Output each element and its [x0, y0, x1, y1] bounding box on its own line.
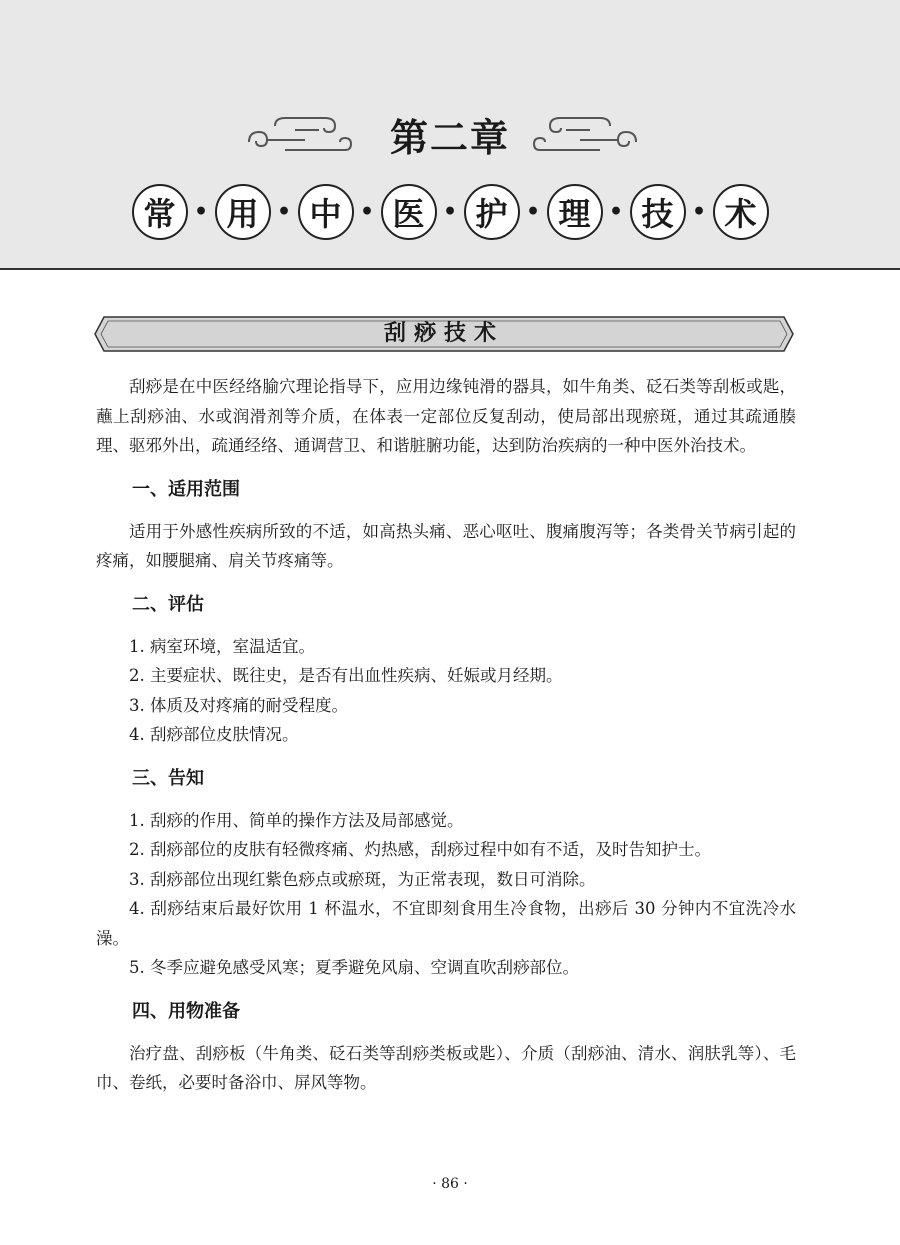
subtitle-separator-dot: • — [691, 199, 707, 225]
subtitle-separator-dot: • — [442, 199, 458, 225]
chapter-title-row — [0, 110, 900, 166]
subtitle-separator-dot: • — [276, 199, 292, 225]
section-paragraph: 治疗盘、刮痧板（牛角类、砭石类等刮痧类板或匙）、介质（刮痧油、清水、润肤乳等）、毛巾、卷纸，必要时备浴巾、屏风等物。 — [96, 1043, 796, 1092]
subtitle-char: 技 — [630, 184, 686, 240]
subtitle-separator-dot: • — [525, 199, 541, 225]
section-banner — [94, 316, 794, 352]
section-heading: 四、用物准备 — [132, 1000, 240, 1022]
subtitle-char: 理 — [547, 184, 603, 240]
section-heading: 二、评估 — [132, 593, 204, 615]
list-item: 3. 体质及对疼痛的耐受程度。 — [129, 695, 348, 715]
subtitle-char: 常 — [132, 184, 188, 240]
list-item: 2. 主要症状、既往史，是否有出血性疾病、妊娠或月经期。 — [129, 666, 563, 685]
subtitle-char: 术 — [713, 184, 769, 240]
list-item: 4. 刮痧结束后最好饮用 1 杯温水，不宜即刻食用生冷食物，出痧后 30 分钟内不宜洗冷水澡。 — [96, 899, 796, 948]
list-item: 2. 刮痧部位的皮肤有轻微疼痛、灼热感，刮痧过程中如有不适，及时告知护士。 — [129, 840, 711, 859]
list-item: 3. 刮痧部位出现红紫色痧点或瘀斑，为正常表现，数日可消除。 — [129, 869, 596, 889]
section-heading: 三、告知 — [132, 767, 204, 789]
subtitle-separator-dot: • — [608, 199, 624, 225]
cloud-ornament-right-icon — [530, 114, 640, 158]
page-number: · 86 · — [432, 1176, 468, 1192]
subtitle-separator-dot: • — [359, 199, 375, 225]
list-item: 4. 刮痧部位皮肤情况。 — [129, 725, 299, 744]
subtitle-char: 医 — [381, 184, 437, 240]
subtitle-char: 护 — [464, 184, 520, 240]
chapter-title: 第二章 — [389, 116, 510, 160]
cloud-ornament-left-icon — [245, 114, 355, 158]
list-item: 5. 冬季应避免感受风寒；夏季避免风扇、空调直吹刮痧部位。 — [129, 958, 579, 977]
chapter-subtitle — [0, 180, 900, 244]
chapter-header — [0, 0, 900, 270]
section-paragraph: 适用于外感性疾病所致的不适，如高热头痛、恶心呕吐、腹痛腹泻等；各类骨关节病引起的疼痛，如腰腿痛、肩关节疼痛等。 — [96, 521, 796, 570]
main-content — [96, 372, 796, 1098]
subtitle-separator-dot: • — [193, 199, 209, 225]
section-heading: 一、适用范围 — [132, 478, 240, 500]
subtitle-char: 中 — [298, 184, 354, 240]
section-banner-title: 刮痧技术 — [383, 321, 504, 346]
list-item: 1. 刮痧的作用、简单的操作方法及局部感觉。 — [129, 810, 464, 830]
subtitle-char: 用 — [215, 184, 271, 240]
list-item: 1. 病室环境，室温适宜。 — [129, 636, 315, 656]
intro-paragraph: 刮痧是在中医经络腧穴理论指导下，应用边缘钝滑的器具，如牛角类、砭石类等刮板或匙，蘸上刮痧油、水或润滑剂等介质，在体表一定部位反复刮动，使局部出现瘀斑，通过其疏通腠理、驱邪外出，疏通经络、通调营卫、和谐脏腑功能，达到防治疾病的一种中医外治技术。 — [96, 377, 796, 455]
